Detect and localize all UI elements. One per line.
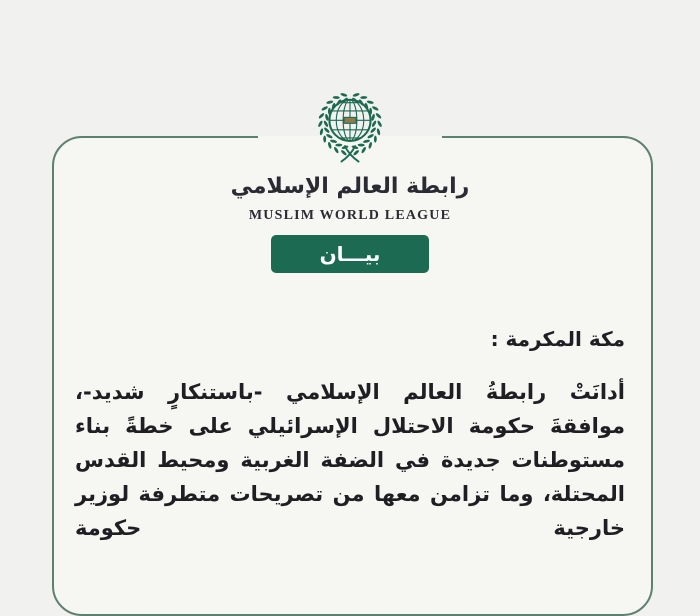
statement-banner — [271, 235, 429, 273]
location-heading: مكة المكرمة : — [490, 327, 625, 351]
statement-banner-label: بيـــان — [319, 242, 381, 266]
statement-paragraph: أدانَتْ رابطةُ العالم الإسلامي -باستنكارٍ شديد-، موافقةَ حكومة الاحتلال الإسرائيلي على خطةً بناء مستوطنات جديدة في الضفة الغربية ومحيط القدس المحتلة، وما تزامن معها من تصريحات متطرفة لوزير خارجية حكومة — [75, 380, 625, 540]
globe-icon — [329, 100, 370, 141]
mwl-english-name: MUSLIM WORLD LEAGUE — [248, 208, 452, 223]
laurel-wreath-globe-icon — [307, 86, 393, 165]
mwl-logo — [0, 86, 700, 273]
mwl-arabic-name: رابطة العالم الإسلامي — [230, 174, 470, 199]
kaaba-band-icon — [344, 117, 356, 123]
